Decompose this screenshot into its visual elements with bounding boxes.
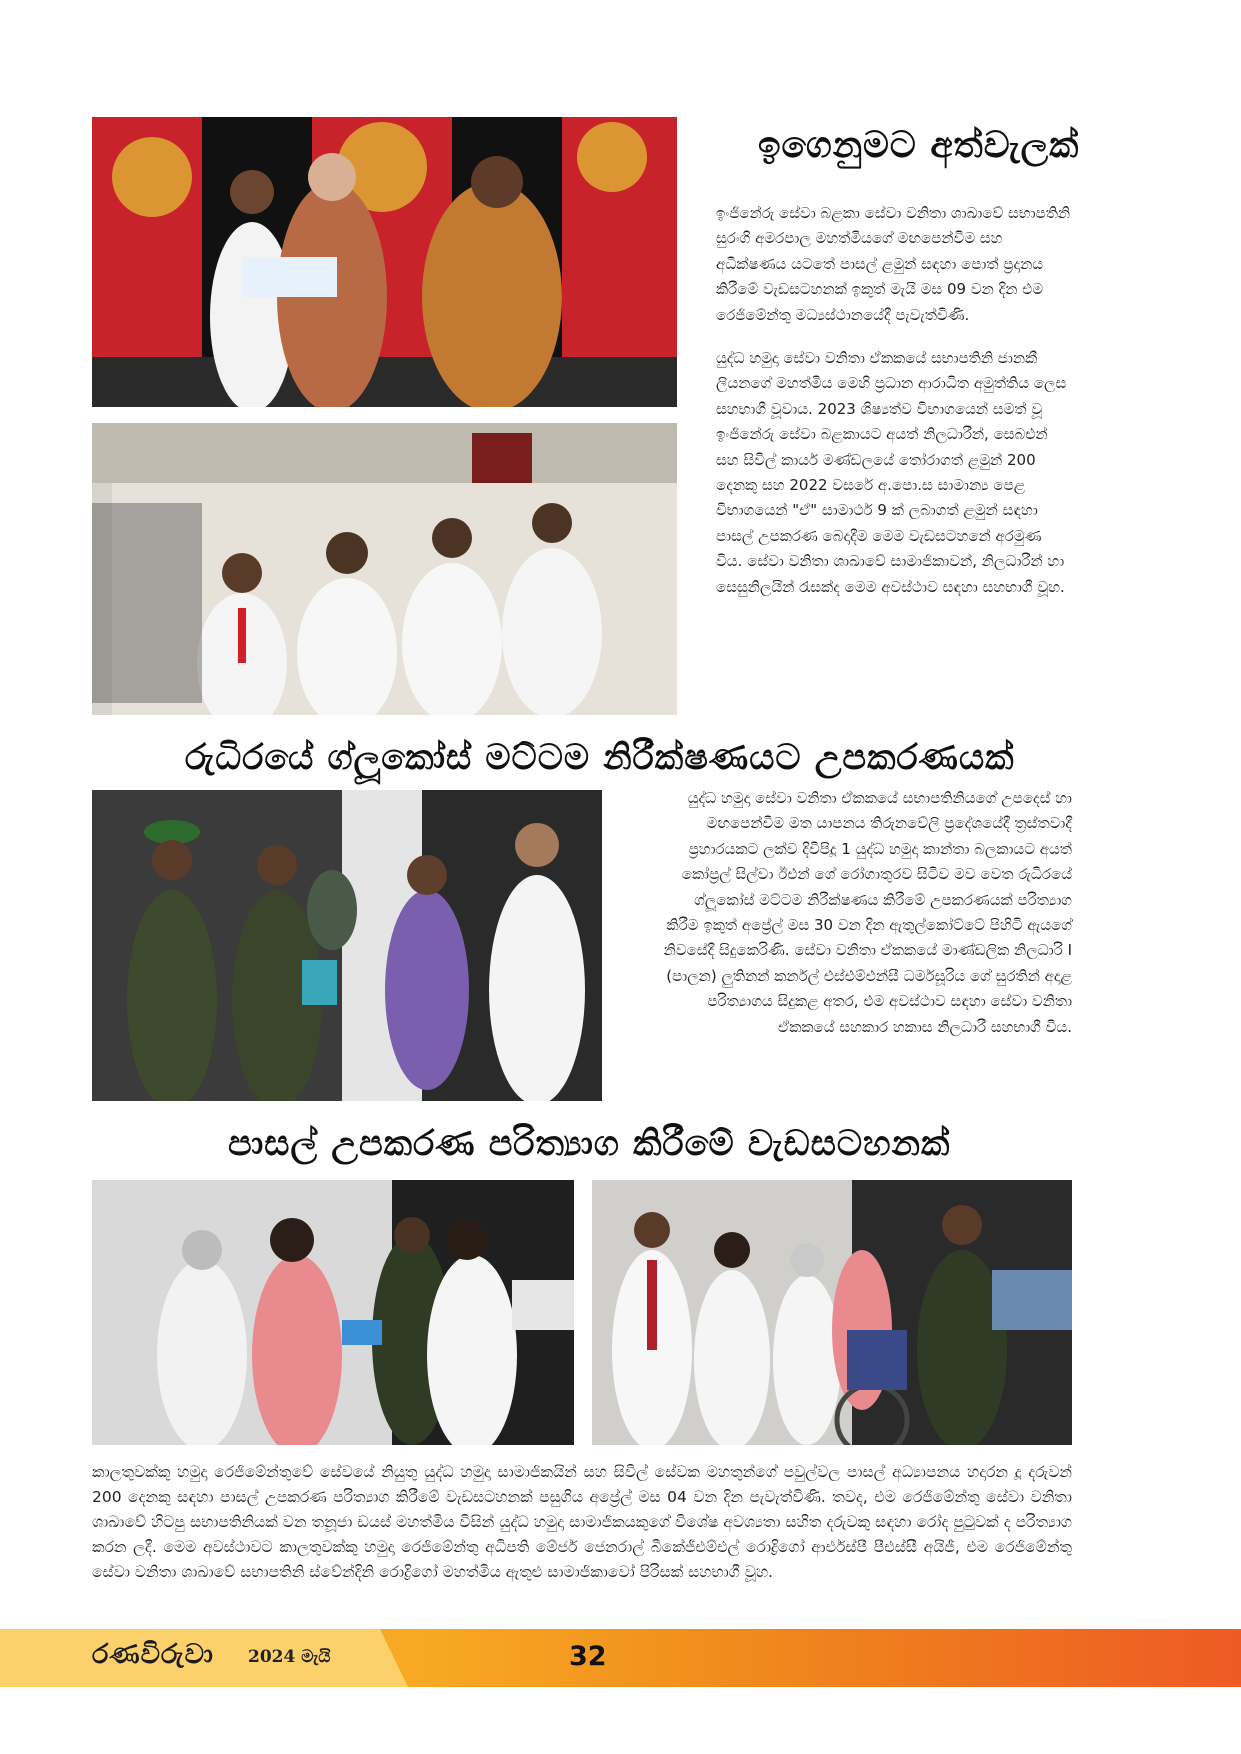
photo-seated-students [92, 423, 677, 715]
photo-wheelchair-donation [592, 1180, 1072, 1445]
article-body [716, 201, 1071, 600]
article-body [660, 786, 1072, 1040]
section-heading: ඉගෙනුමට අත්වැලක් [758, 125, 1080, 166]
section-heading: පාසල් උපකරණ පරිත්‍යාග කිරීමේ වැඩසටහනක් [228, 1124, 951, 1164]
article-body [92, 1460, 1072, 1585]
article-paragraph: යුද්ධ හමුදා සේවා වනිතා ඒකකයේ සභාපතිනි ජානකී ලියනගේ මහත්මිය මෙහි ප්‍රධාන ආරාධිත අමුත්තිය ලෙස සහභාගී වූවාය. 2023 ශිෂ්‍යත්ව විභාගයෙන් සමත් වූ ඉංජිනේරු සේවා බළකායට අයත් නිලධාරීන්, සෙබළුන් සහ සිවිල් කාර්ය මණ්ඩලයේ තෝරාගත් ළමුන් 200 දෙනකු සහ 2022 වසරේ අ.පො.ස සාමාන්‍ය පෙළ විභාගයෙන් "ඒ" සාමාර්ථ 9 ක් ලබාගත් ළමුන් සඳහා පාසල් උපකරණ බෙදාදීම මෙම වැඩසටහනේ අරමුණ විය. සේවා වනිතා ශාඛාවේ සාමාජිකාවන්, නිලධාරීන් හා සෙසුනිලයින් රැසක්ද මෙම අවස්ථාව සඳහා සහභාගී වූහ. [716, 349, 1067, 596]
article-paragraph: යුද්ධ හමුදා සේවා වනිතා ඒකකයේ සභාපතිනියගේ උපදෙස් හා මඟපෙන්වීම මත යාපනය තිරුනවේලි ප්‍රදේශයේදී ත්‍රස්තවාදී ප්‍රහාරයකට ලක්ව දිවිපිදූ 1 යුද්ධ හමුදා කාන්තා බලකායට අයත් කෝප්‍රල් සිල්වා ඊඑන් ගේ රෝගාතුරව සිටිව මව වෙත රුධිරයේ ග්ලූකෝස් මට්ටම නිරීක්ෂණය කිරීමේ උපකරණයක් පරිත්‍යාග කිරීම ඉකුත් අප්‍රේල් මස 30 වන දින ඇතුල්කෝට්ටේ පිහිටි ඇයගේ නිවසේදී සිදුකෙරිණි. සේවා වනිතා ඒකකයේ මාණ්ඩලික නිලධාරි I (පාලන) ලුතිනන් කර්නල් එස්එම්එන්සී ධර්මසූරිය ගේ සුරතින් අදාළ පරිත්‍යාගය සිදුකළ අතර, එම අවස්ථාව සඳහා සේවා වනිතා ඒකකයේ සහකාර හකාස නිලධාරී සහභාගී විය. [663, 789, 1072, 1036]
article-paragraph: කාලතුවක්කු හමුදා රෙජිමේන්තුවේ සේවයේ නියුතු යුද්ධ හමුදා සාමාජිකයින් සහ සිවිල් සේවක මහතුන්ගේ පවුල්වල පාසල් අධ්‍යාපනය හදාරන දූ දරුවන් 200 දෙනකු සඳහා පාසල් උපකරණ පරිත්‍යාග කිරීමේ වැඩසටහනක් පසුගිය අප්‍රේල් මස 04 වන දින පැවැත්විණි. තවද, එම රෙජිමේන්තු සේවා වනිතා ශාඛාවේ හිටපු සභාපතිනියක් වන තනූජා ඩයස් මහත්මිය විසින් යුද්ධ හමුදා සාමාජිකයකුගේ විශේෂ අවශ්‍යතා සහිත දරුවකු සඳහා රෝද පුටුවක් ද පරිත්‍යාග කරන ලදී. මෙම අවස්ථාවට කාලතුවක්කු හමුදා රෙජිමේන්තු අධිපති මේජර් ජෙනරාල් බීකේජීඑම්එල් රොද්‍රිගෝ ආර්එස්පී පීඑස්සී අයිජී, එම රෙජිමේන්තු සේවා වනිතා ශාඛාවේ සභාපතිනි ස්වේන්දිනි රොද්‍රිගෝ මහත්මිය ඇතුළු සාමාජිකාවෝ පිරිසක් සහභාගී වූහ. [92, 1463, 1072, 1581]
page-number: 32 [569, 1641, 607, 1672]
magazine-logo: රණවිරුවා [92, 1639, 214, 1670]
photo-school-supplies-handover [92, 1180, 574, 1445]
photo-glucose-device-donation [92, 790, 602, 1101]
photo-book-presentation [92, 117, 677, 407]
section-heading: රුධිරයේ ග්ලූකෝස් මට්ටම නිරීක්ෂණයට උපකරණයක් [185, 738, 1015, 778]
article-paragraph: ඉංජිනේරු සේවා බළකා සේවා වනිතා ශාඛාවේ සභාපතිනි සුරංගි අමරපාල මහත්මියගේ මඟපෙන්වීම සහ අධීක්ෂණය යටතේ පාසල් ළමුන් සඳහා පොත් ප්‍රදානය කිරීමේ වැඩසටහනක් ඉකුත් මැයි මස 09 වන දින එම රෙජිමේන්තු මධ්‍යස්ථානයේදී පැවැත්විණි. [716, 204, 1071, 324]
page-footer [0, 1629, 1241, 1687]
issue-date: 2024 මැයි [248, 1647, 331, 1667]
